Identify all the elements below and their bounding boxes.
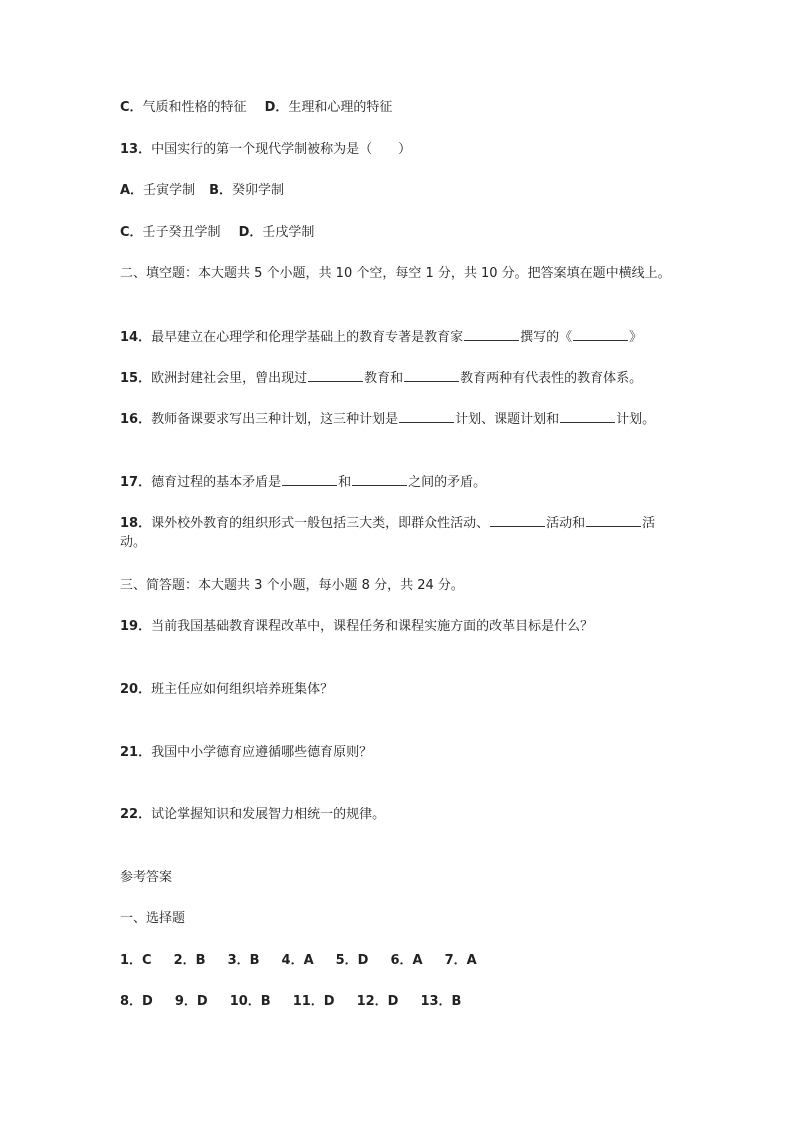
question-number: 13． <box>120 142 152 157</box>
answer-blank[interactable] <box>573 327 628 341</box>
answer-blank[interactable] <box>560 409 615 423</box>
answer-item: 7．A <box>444 953 477 968</box>
answers-section-heading: 一、选择题 <box>120 911 186 926</box>
question-21 <box>120 743 680 762</box>
question-number: 17． <box>120 475 152 490</box>
question-number: 18． <box>120 516 152 531</box>
answer-item: 9．D <box>174 994 208 1009</box>
question-17 <box>120 472 680 492</box>
question-20 <box>120 680 680 699</box>
answer-item: 6．A <box>390 953 423 968</box>
option-letter: C． <box>120 225 143 240</box>
question-number: 22． <box>120 807 152 822</box>
option-text: 壬寅学制 <box>143 183 196 198</box>
option-letter: D． <box>264 100 289 115</box>
answer-item: 2．B <box>173 953 206 968</box>
answer-item: 10．B <box>229 994 271 1009</box>
answers-row-2 <box>120 992 680 1011</box>
question-16 <box>120 409 690 429</box>
option-text: 壬戌学制 <box>262 225 315 240</box>
question-19 <box>120 617 680 636</box>
question-22 <box>120 805 680 824</box>
answer-blank[interactable] <box>586 513 641 527</box>
question-18 <box>120 513 672 552</box>
answer-item: 11．D <box>292 994 335 1009</box>
question-text: 教育和 <box>364 371 404 386</box>
question-text: 活动和 <box>546 516 586 531</box>
question-text: 计划。 <box>616 412 656 427</box>
answer-item: 8．D <box>120 994 153 1009</box>
option-letter: B． <box>209 183 232 198</box>
answers-row-1 <box>120 951 680 970</box>
option-letter: D． <box>238 225 263 240</box>
answer-item: 5．D <box>335 953 369 968</box>
question-text: 撰写的《 <box>520 330 573 345</box>
option-text: 壬子癸丑学制 <box>142 225 221 240</box>
question-text: 计划、课题计划和 <box>455 412 560 427</box>
question-number: 19． <box>120 619 152 634</box>
option-text: 气质和性格的特征 <box>142 100 247 115</box>
answer-blank[interactable] <box>464 327 519 341</box>
answer-item: 12．D <box>356 994 399 1009</box>
answer-blank[interactable] <box>404 368 459 382</box>
question-text: 欧洲封建社会里，曾出现过 <box>151 371 308 386</box>
q13-options-ab <box>120 181 680 200</box>
option-letter: C． <box>120 100 143 115</box>
question-text: 教师备课要求写出三种计划，这三种计划是 <box>151 412 399 427</box>
question-text: 德育过程的基本矛盾是 <box>151 475 282 490</box>
answer-item: 3．B <box>227 953 260 968</box>
question-14 <box>120 327 680 347</box>
question-number: 16． <box>120 412 152 427</box>
question-number: 15． <box>120 371 152 386</box>
option-text: 癸卯学制 <box>232 183 285 198</box>
question-15 <box>120 368 680 388</box>
question-text: 之间的矛盾。 <box>408 475 487 490</box>
answer-item: 1．C <box>120 953 152 968</box>
question-number: 21． <box>120 745 152 760</box>
question-text: 班主任应如何组织培养班集体？ <box>151 682 334 697</box>
answers-title: 参考答案 <box>120 870 173 885</box>
question-text: 和 <box>338 475 352 490</box>
answer-item: 13．B <box>420 994 462 1009</box>
section-heading-fill-in: 二、填空题：本大题共 5 个小题，共 10 个空，每空 1 分，共 10 分。把答案填在题中横线上。 <box>120 266 671 281</box>
question-text: 教育两种有代表性的教育体系。 <box>460 371 643 386</box>
question-number: 14． <box>120 330 152 345</box>
question-text: 当前我国基础教育课程改革中，课程任务和课程实施方面的改革目标是什么？ <box>151 619 594 634</box>
q13-options-cd <box>120 223 680 242</box>
question-text: 最早建立在心理学和伦理学基础上的教育专著是教育家 <box>151 330 464 345</box>
option-letter: A． <box>120 183 144 198</box>
answer-item: 4．A <box>281 953 314 968</box>
answer-blank[interactable] <box>352 472 407 486</box>
answer-blank[interactable] <box>282 472 337 486</box>
section-heading-short-answer: 三、简答题：本大题共 3 个小题，每小题 8 分，共 24 分。 <box>120 578 464 593</box>
question-text: 活动。 <box>120 516 656 550</box>
answer-blank[interactable] <box>308 368 363 382</box>
question-number: 20． <box>120 682 152 697</box>
question-text: 中国实行的第一个现代学制被称为是（ ） <box>151 142 412 157</box>
question-text: 》 <box>629 330 643 345</box>
answer-blank[interactable] <box>490 513 545 527</box>
answer-blank[interactable] <box>399 409 454 423</box>
question-13 <box>120 140 680 159</box>
q12-options-cd <box>120 98 680 117</box>
question-text: 课外校外教育的组织形式一般包括三大类，即群众性活动、 <box>151 516 490 531</box>
question-text: 试论掌握知识和发展智力相统一的规律。 <box>151 807 386 822</box>
question-text: 我国中小学德育应遵循哪些德育原则？ <box>151 745 373 760</box>
option-text: 生理和心理的特征 <box>288 100 393 115</box>
